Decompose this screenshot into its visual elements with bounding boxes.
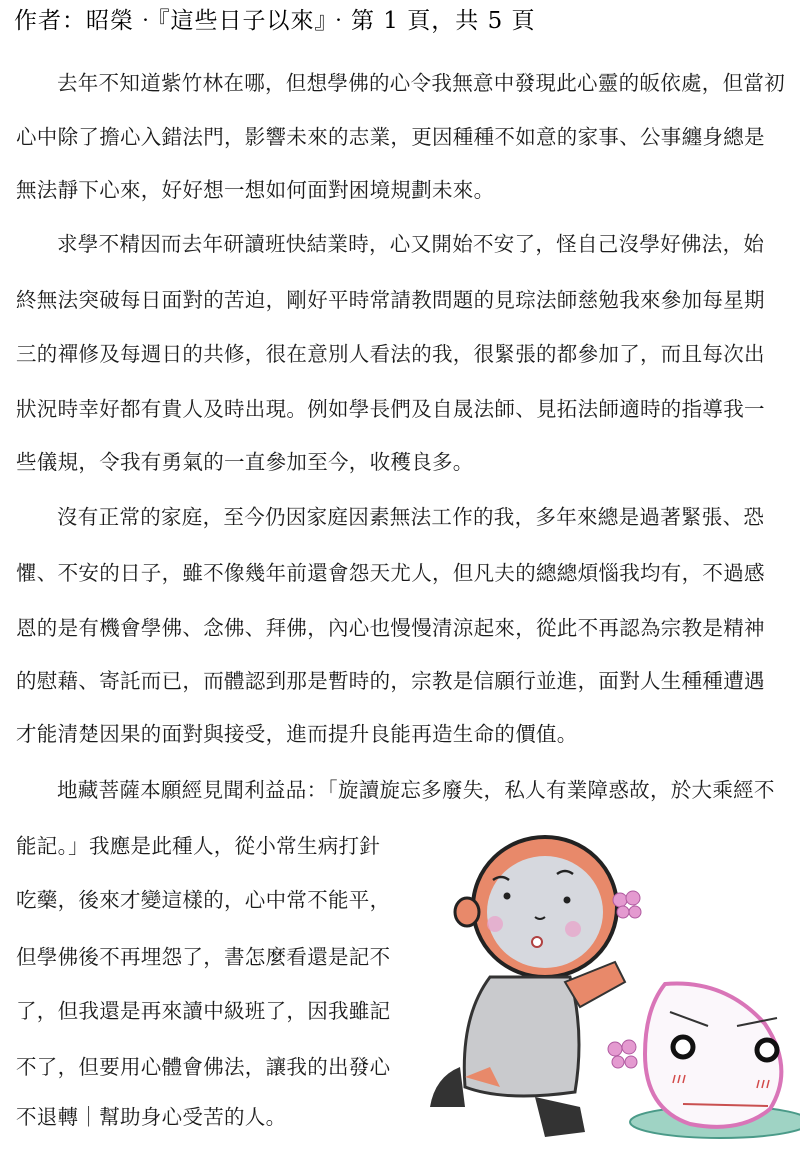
text-line: 的慰藉、寄託而已，而體認到那是暫時的，宗教是信願行並進，面對人生種種遭遇	[16, 669, 765, 693]
peach-character	[645, 984, 781, 1127]
monk-and-peach-illustration	[415, 812, 800, 1160]
monk-figure	[430, 837, 625, 1137]
text-line: 能記。」我應是此種人，從小常生病打針	[16, 834, 381, 858]
page-header-title: 作者：昭榮‧『這些日子以來』‧第 1 頁，共 5 頁	[14, 8, 536, 34]
text-line: 終無法突破每日面對的苦迫，剛好平時常請教問題的見琮法師慈勉我來參加每星期	[16, 288, 765, 312]
text-line: 心中除了擔心入錯法門，影響未來的志業，更因種種不如意的家事、公事纏身總是	[16, 125, 765, 149]
butterfly-icon	[608, 1040, 637, 1068]
text-line: 才能清楚因果的面對與接受，進而提升良能再造生命的價值。	[16, 722, 578, 746]
text-line: 懼、不安的日子，雖不像幾年前還會怨天尤人，但凡夫的總總煩惱我均有，不過感	[16, 561, 765, 585]
text-line: 了，但我還是再來讀中級班了，因我雖記	[16, 999, 391, 1023]
text-line: 不退轉｜幫助身心受苦的人。	[16, 1105, 287, 1129]
butterfly-icon	[613, 891, 641, 918]
text-line: 狀況時幸好都有貴人及時出現。例如學長們及自晟法師、見拓法師適時的指導我一	[16, 397, 765, 421]
text-line: 無法靜下心來，好好想一想如何面對困境規劃未來。	[16, 178, 495, 202]
text-line: 不了，但要用心體會佛法，讓我的出發心	[16, 1055, 391, 1079]
text-line: 求學不精因而去年研讀班快結業時，心又開始不安了，怪自己沒學好佛法，始	[57, 232, 765, 256]
text-line: 地藏菩薩本願經見聞利益品：「旋讀旋忘多廢失，私人有業障惑故，於大乘經不	[57, 778, 775, 802]
text-line: 去年不知道紫竹林在哪，但想學佛的心令我無意中發現此心靈的皈依處，但當初	[57, 71, 785, 95]
text-line: 三的禪修及每週日的共修，很在意別人看法的我，很緊張的都參加了，而且每次出	[16, 342, 765, 366]
text-line: 吃藥，後來才變這樣的，心中常不能平，	[16, 888, 391, 912]
text-line: 些儀規，令我有勇氣的一直參加至今，收穫良多。	[16, 450, 474, 474]
text-line: 恩的是有機會學佛、念佛、拜佛，內心也慢慢清涼起來，從此不再認為宗教是精神	[16, 616, 765, 640]
text-line: 沒有正常的家庭，至今仍因家庭因素無法工作的我，多年來總是過著緊張、恐	[57, 505, 765, 529]
text-line: 但學佛後不再埋怨了，書怎麼看還是記不	[16, 945, 391, 969]
